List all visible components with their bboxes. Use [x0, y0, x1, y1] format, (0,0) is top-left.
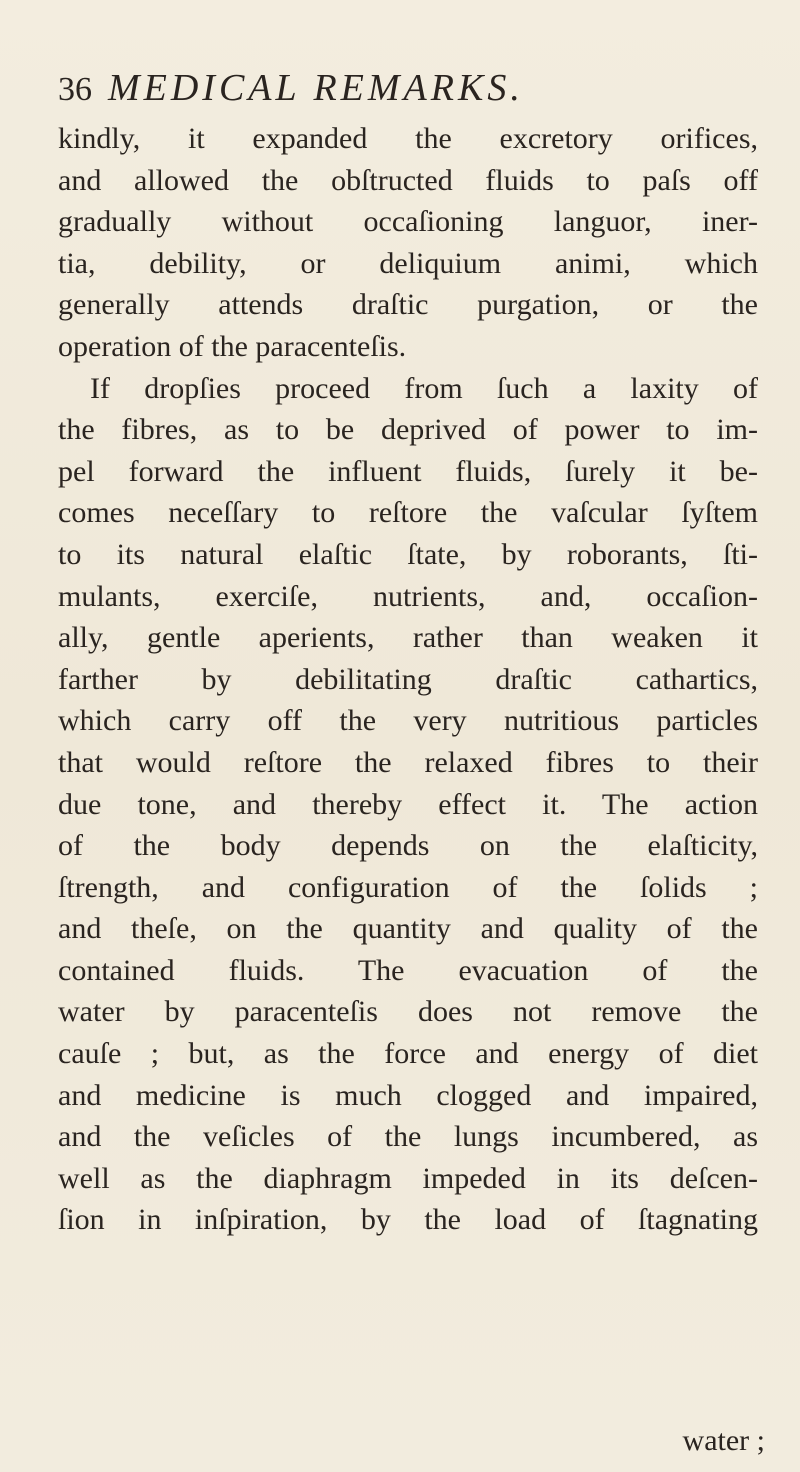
catchword: water ; — [682, 1424, 765, 1457]
text-line: and allowed the obſtructed fluids to paſs off — [58, 163, 758, 197]
text-line: which carry off the very nutritious particles — [58, 704, 758, 738]
page-number: 36 — [58, 71, 92, 108]
text-line: kindly, it expanded the excretory orifices, — [58, 122, 758, 155]
text-line: cauſe ; but, as the force and energy of diet — [58, 1037, 758, 1071]
text-line: If dropſies proceed from ſuch a laxity of — [90, 371, 758, 405]
running-head: MEDICAL REMARKS. — [108, 67, 524, 109]
text-line: farther by debilitating draſtic cathartics, — [58, 662, 758, 696]
text-line: and the veſicles of the lungs incumbered, as — [58, 1120, 758, 1154]
text-line: of the body depends on the elaſticity, — [58, 829, 758, 863]
text-line: mulants, exerciſe, nutrients, and, occaſion- — [58, 579, 758, 613]
text-line: contained fluids. The evacuation of the — [58, 953, 758, 987]
text-line: generally attends draſtic purgation, or the — [58, 288, 758, 322]
page-header — [58, 66, 758, 112]
text-line: ſtrength, and configuration of the ſolids ; — [58, 870, 758, 904]
text-line: that would reſtore the relaxed fibres to their — [58, 745, 758, 779]
text-line: to its natural elaſtic ſtate, by roborants, ſti- — [58, 537, 758, 571]
text-line: comes neceſſary to reſtore the vaſcular ſyſtem — [58, 496, 758, 530]
text-line: ally, gentle aperients, rather than weaken it — [58, 621, 758, 655]
text-line: the fibres, as to be deprived of power to im- — [58, 413, 758, 447]
text-line: gradually without occaſioning languor, iner- — [58, 205, 758, 239]
text-line: ſion in inſpiration, by the load of ſtagnating — [58, 1203, 758, 1237]
text-line: due tone, and thereby effect it. The action — [58, 787, 758, 821]
text-line: water by paracenteſis does not remove the — [58, 995, 758, 1029]
text-line: operation of the paracenteſis. — [58, 329, 407, 363]
text-line: and theſe, on the quantity and quality of the — [58, 912, 758, 946]
text-line: well as the diaphragm impeded in its deſcen- — [58, 1161, 758, 1195]
text-line: tia, debility, or deliquium animi, which — [58, 246, 758, 280]
text-line: and medicine is much clogged and impaired, — [58, 1078, 758, 1112]
text-line: pel forward the influent fluids, ſurely it be- — [58, 454, 758, 488]
body-text — [58, 118, 758, 1241]
